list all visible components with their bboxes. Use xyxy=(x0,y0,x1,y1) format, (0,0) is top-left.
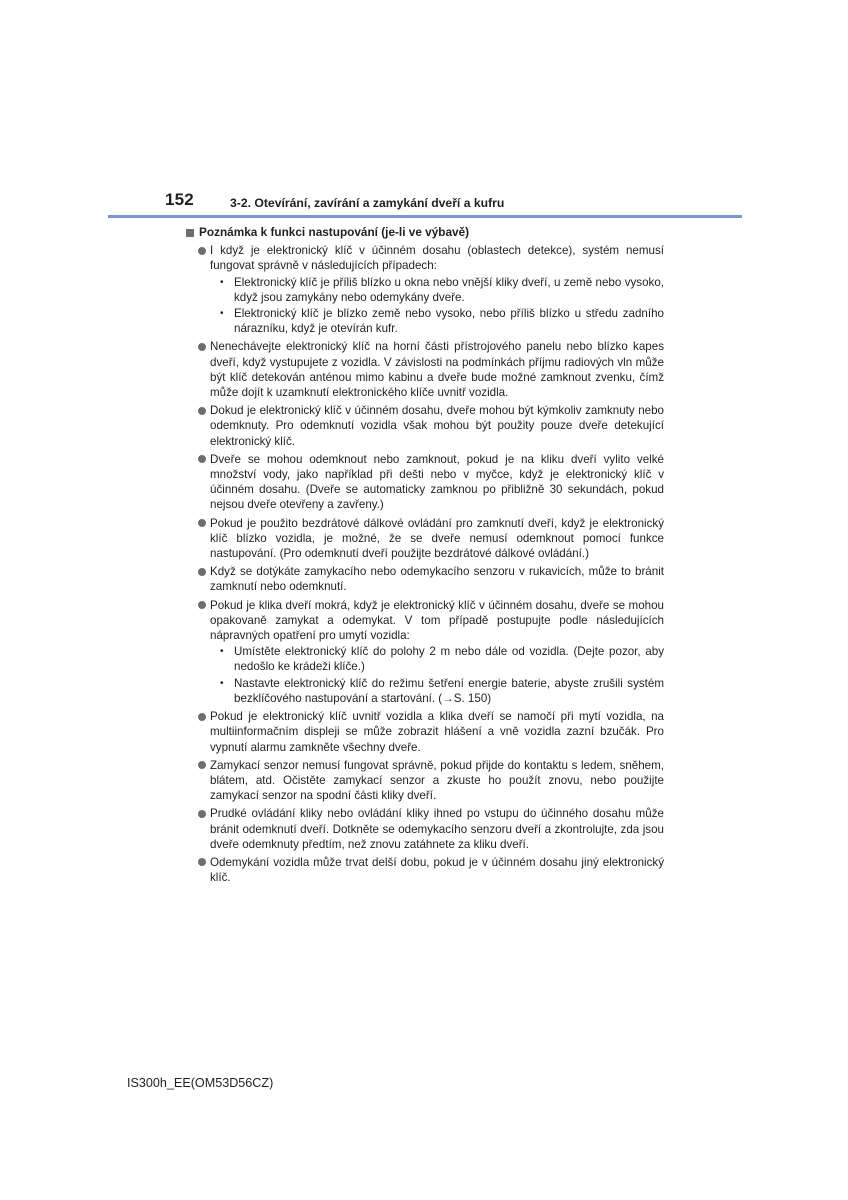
circle-bullet-icon xyxy=(198,810,206,818)
sub-item xyxy=(210,306,664,336)
page-content xyxy=(186,225,664,888)
sub-item-text: Umístěte elektronický klíč do polohy 2 m nebo dále od vozidla. (Dejte pozor, aby nedošlo ke krádeži klíče.) xyxy=(234,645,664,674)
header-divider xyxy=(108,215,742,218)
note-item-text: Dokud je elektronický klíč v účinném dosahu, dveře mohou být kýmkoliv zamknuty nebo odemknuty. Pro odemknutí vozidla však mohou být použity pouze dveře detekující elektronický klíč. xyxy=(210,404,664,448)
note-item-text: Dveře se mohou odemknout nebo zamknout, pokud je na kliku dveří vylito velké množství vody, jako například při dešti nebo v myčce, když je elektronický klíč v účinném dosahu. (Dveře se automaticky zamknou po přibližně 30 sekundách, pokud nejsou dveře otevřeny a zavřeny.) xyxy=(210,452,664,512)
sub-item xyxy=(210,644,664,674)
note-item-body xyxy=(210,598,664,706)
note-item xyxy=(186,709,664,755)
sub-item xyxy=(210,275,664,305)
note-item xyxy=(186,758,664,804)
circle-bullet-icon xyxy=(198,713,206,721)
note-item-text: Zamykací senzor nemusí fungovat správně, pokud přijde do kontaktu s ledem, sněhem, blátem, atd. Očistěte zamykací senzor a zkuste ho použít znovu, nebo použijte zamykací senzor na spodní části kliky dveří. xyxy=(210,758,664,803)
note-item-text: Když se dotýkáte zamykacího nebo odemykacího senzoru v rukavicích, může to bránit zamknutí nebo odemknutí. xyxy=(210,565,664,594)
note-item-body xyxy=(210,403,664,449)
note-item-text: Odemykání vozidla může trvat delší dobu, pokud je v účinném dosahu jiný elektronický klíč. xyxy=(210,855,664,885)
circle-bullet-icon xyxy=(198,601,206,609)
circle-bullet-icon xyxy=(198,455,206,463)
circle-bullet-icon xyxy=(198,407,206,415)
note-item-body xyxy=(210,758,664,804)
note-item-text: Pokud je elektronický klíč uvnitř vozidla a klika dveří se namočí při mytí vozidla, na multiinformačním displeji se může zobrazit hlášení a vně vozidla zazní bzučák. Pro vypnutí alarmu zamkněte všechny dveře. xyxy=(210,710,664,754)
footer-manual-code: IS300h_EE(OM53D56CZ) xyxy=(127,1076,274,1090)
sub-item-text: Elektronický klíč je příliš blízko u okna nebo vnější kliky dveří, u země nebo vysoko, když jsou zamykány nebo odemykány dveře. xyxy=(234,275,664,304)
square-bullet-icon xyxy=(186,229,194,237)
note-item xyxy=(186,243,664,336)
small-bullet-icon: • xyxy=(220,677,224,689)
section-title: Poznámka k funkci nastupování (je-li ve výbavě) xyxy=(199,225,470,239)
note-item xyxy=(186,855,664,885)
note-item xyxy=(186,452,664,513)
circle-bullet-icon xyxy=(198,519,206,527)
sub-item xyxy=(210,676,664,706)
circle-bullet-icon xyxy=(198,343,206,351)
note-item-text: Nenechávejte elektronický klíč na horní části přístrojového panelu nebo blízko kapes dveří, když vystupujete z vozidla. V závislosti na podmínkách příjmu radiových vln může být klíč detekován anténou mimo kabinu a dveře bude možné zamknout zvenku, čímž může dojít k uzamknutí elektronického klíče uvnitř vozidla. xyxy=(210,340,664,400)
note-item-text: Prudké ovládání kliky nebo ovládání kliky ihned po vstupu do účinného dosahu může bránit odemknutí dveří. Dotkněte se odemykacího senzoru dveří a zkontrolujte, zda jsou dveře odemknuty předtím, než znovu zatáhnete za kliku dveří. xyxy=(210,807,664,851)
sub-item-text: Elektronický klíč je blízko země nebo vysoko, nebo příliš blízko u středu zadního nárazníku, když je otevírán kufr. xyxy=(234,307,664,336)
note-item-body xyxy=(210,564,664,594)
note-item xyxy=(186,806,664,852)
note-item-text: Pokud je klika dveří mokrá, když je elektronický klíč v účinném dosahu, dveře se mohou opakovaně zamykat a odemykat. V tom případě postupujte podle následujících nápravných opatření pro umytí vozidla: xyxy=(210,598,664,643)
note-item-body xyxy=(210,452,664,513)
small-bullet-icon: • xyxy=(220,308,224,320)
small-bullet-icon: • xyxy=(220,276,224,288)
circle-bullet-icon xyxy=(198,858,206,866)
note-item-body xyxy=(210,243,664,336)
note-item-text: Pokud je použito bezdrátové dálkové ovládání pro zamknutí dveří, když je elektronický klíč blízko vozidla, je možné, že se dveře nemusí odemknout pomocí funkce nastupování. (Pro odemknutí dveří použijte bezdrátové dálkové ovládání.) xyxy=(210,516,664,561)
circle-bullet-icon xyxy=(198,761,206,769)
circle-bullet-icon xyxy=(198,568,206,576)
note-item xyxy=(186,564,664,594)
note-item-body xyxy=(210,709,664,755)
page-number: 152 xyxy=(165,190,194,209)
note-item-body xyxy=(210,806,664,852)
circle-bullet-icon xyxy=(198,247,206,255)
note-item-body xyxy=(210,855,664,885)
note-item xyxy=(186,403,664,449)
section-heading xyxy=(186,225,664,240)
note-item-body xyxy=(210,339,664,400)
note-item xyxy=(186,339,664,400)
note-item-body xyxy=(210,516,664,562)
note-item xyxy=(186,598,664,706)
note-item-text: I když je elektronický klíč v účinném dosahu (oblastech detekce), systém nemusí fungovat správně v následujících případech: xyxy=(210,244,664,273)
sub-item-text: Nastavte elektronický klíč do režimu šetření energie baterie, abyste zrušili systém bezklíčového nastupování a startování. (→S. 150) xyxy=(234,676,664,705)
chapter-title: 3-2. Otevírání, zavírání a zamykání dveří a kufru xyxy=(230,196,505,210)
note-list xyxy=(186,243,664,885)
small-bullet-icon: • xyxy=(220,646,224,658)
note-item xyxy=(186,516,664,562)
